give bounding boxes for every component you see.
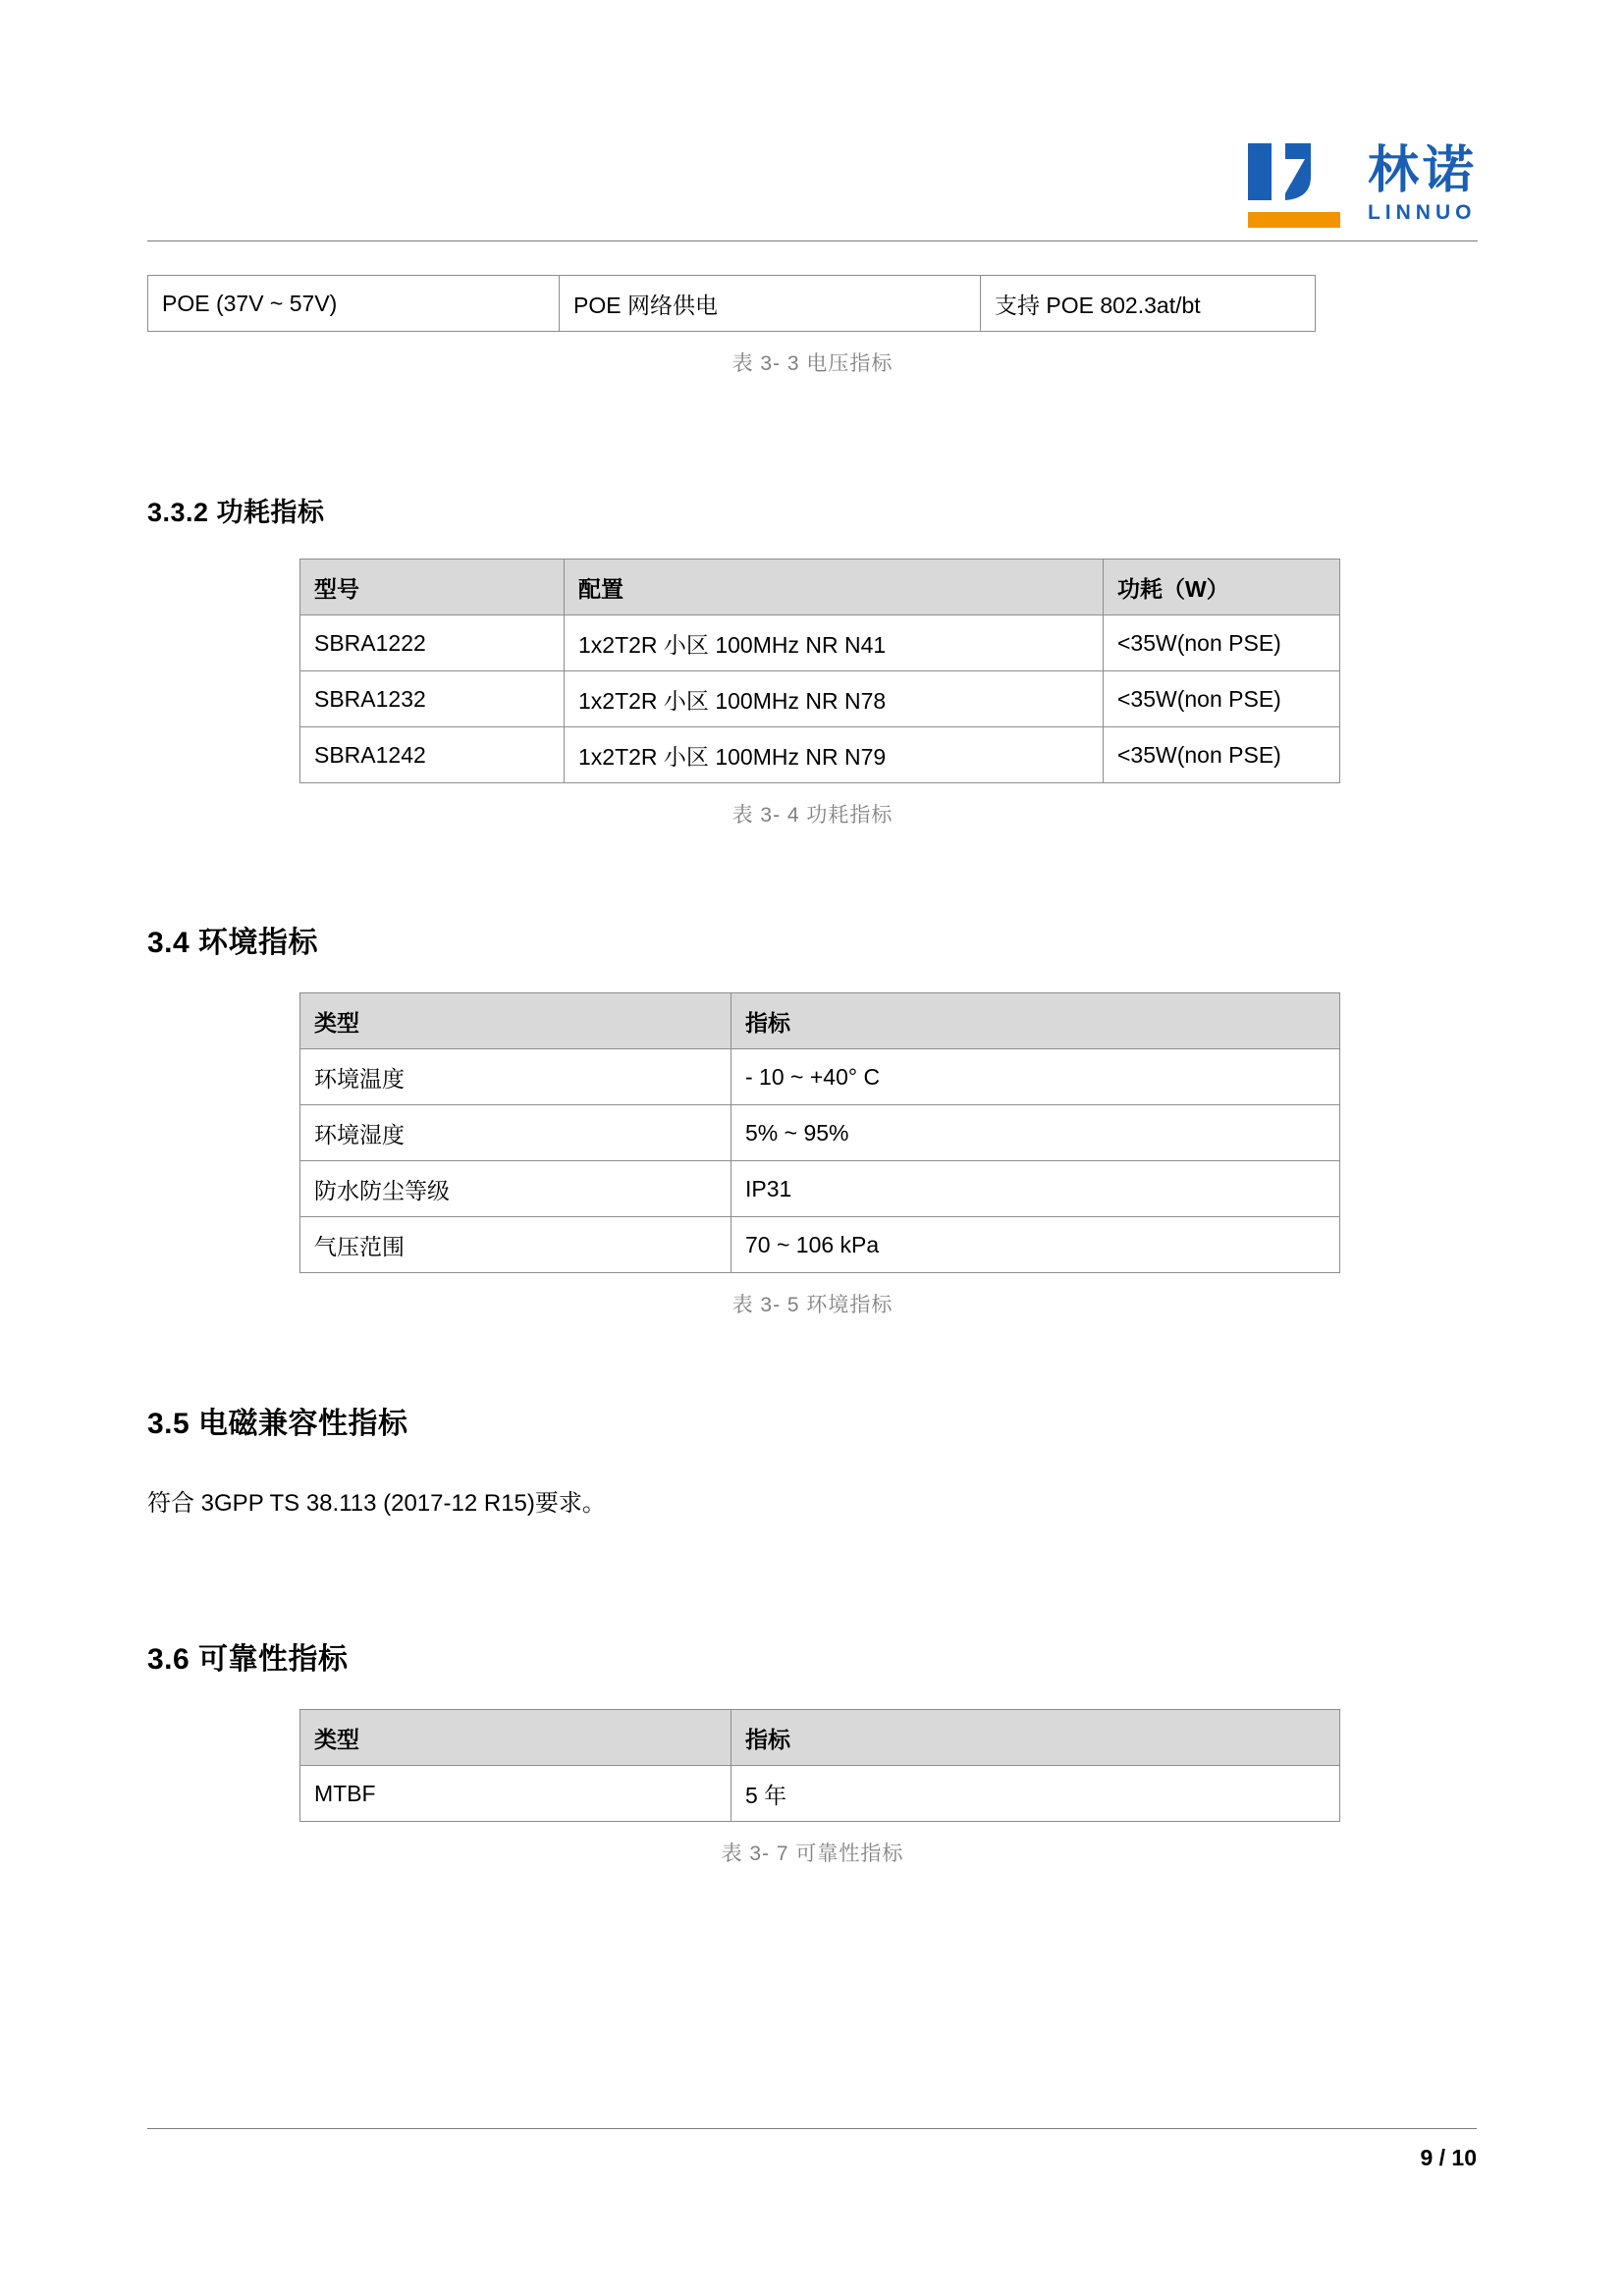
table-row: [300, 615, 1340, 671]
company-logo: [1242, 137, 1478, 231]
env-cell-type: 防水防尘等级: [300, 1161, 731, 1217]
power-cell-model: SBRA1232: [300, 671, 565, 727]
voltage-table: [147, 275, 1316, 332]
power-col-config: 配置: [565, 560, 1104, 615]
env-cell-type: 环境温度: [300, 1049, 731, 1105]
table-row: [300, 671, 1340, 727]
env-cell-spec: 70 ~ 106 kPa: [731, 1217, 1340, 1273]
env-cell-spec: 5% ~ 95%: [731, 1105, 1340, 1161]
environment-table-caption: 表 3- 5 环境指标: [731, 1294, 893, 1316]
table-row: [300, 1105, 1340, 1161]
logo-wordmark: [1367, 141, 1478, 224]
voltage-support-cell: 支持 POE 802.3at/bt: [981, 276, 1316, 332]
table-row: [300, 1161, 1340, 1217]
voltage-range-cell: POE (37V ~ 57V): [148, 276, 560, 332]
rel-cell-spec: 5 年: [731, 1766, 1340, 1822]
section-heading-power: 3.3.2 功耗指标: [147, 498, 325, 527]
table-header-row: [300, 560, 1340, 615]
voltage-table-block: [147, 275, 1478, 377]
rel-col-spec: 指标: [731, 1710, 1340, 1766]
power-table-caption: 表 3- 4 功耗指标: [731, 804, 893, 827]
reliability-table: [299, 1709, 1340, 1822]
page-header: [147, 0, 1478, 226]
power-cell-consumption: <35W(non PSE): [1104, 671, 1340, 727]
logo-chinese-name: 林诺: [1367, 141, 1478, 200]
table-header-row: [300, 993, 1340, 1049]
voltage-desc-cell: POE 网络供电: [560, 276, 981, 332]
power-cell-consumption: <35W(non PSE): [1104, 727, 1340, 783]
power-cell-config: 1x2T2R 小区 100MHz NR N78: [565, 671, 1104, 727]
table-row: [148, 276, 1316, 332]
rel-col-type: 类型: [300, 1710, 731, 1766]
emc-paragraph: 符合 3GPP TS 38.113 (2017-12 R15)要求。: [147, 1490, 606, 1517]
voltage-table-caption: 表 3- 3 电压指标: [731, 352, 893, 375]
logo-mark-icon: [1242, 137, 1350, 231]
emc-section: [147, 1399, 1478, 1518]
reliability-section: [147, 1634, 1478, 1867]
reliability-table-caption: 表 3- 7 可靠性指标: [721, 1842, 904, 1865]
power-col-consumption: 功耗（W）: [1104, 560, 1340, 615]
power-col-model: 型号: [300, 560, 565, 615]
section-heading-environment: 3.4 环境指标: [147, 927, 319, 959]
env-cell-type: 气压范围: [300, 1217, 731, 1273]
table-row: [300, 727, 1340, 783]
table-header-row: [300, 1710, 1340, 1766]
power-cell-consumption: <35W(non PSE): [1104, 615, 1340, 671]
env-cell-spec: - 10 ~ +40° C: [731, 1049, 1340, 1105]
power-cell-config: 1x2T2R 小区 100MHz NR N41: [565, 615, 1104, 671]
env-cell-type: 环境湿度: [300, 1105, 731, 1161]
header-divider: [147, 240, 1478, 241]
power-cell-model: SBRA1222: [300, 615, 565, 671]
power-cell-config: 1x2T2R 小区 100MHz NR N79: [565, 727, 1104, 783]
environment-table: [299, 992, 1340, 1273]
table-row: [300, 1217, 1340, 1273]
footer-divider: [147, 2128, 1477, 2129]
page-header-area: [147, 0, 1478, 226]
logo-english-name: LINNUO: [1367, 201, 1477, 224]
rel-cell-type: MTBF: [300, 1766, 731, 1822]
table-row: [300, 1766, 1340, 1822]
power-cell-model: SBRA1242: [300, 727, 565, 783]
env-col-type: 类型: [300, 993, 731, 1049]
power-table: [299, 559, 1340, 783]
table-row: [300, 1049, 1340, 1105]
page-number: 9 / 10: [1420, 2145, 1477, 2170]
power-section: [147, 491, 1478, 828]
environment-section: [147, 918, 1478, 1318]
env-col-spec: 指标: [731, 993, 1340, 1049]
section-heading-reliability: 3.6 可靠性指标: [147, 1643, 349, 1676]
section-heading-emc: 3.5 电磁兼容性指标: [147, 1408, 408, 1440]
env-cell-spec: IP31: [731, 1161, 1340, 1217]
